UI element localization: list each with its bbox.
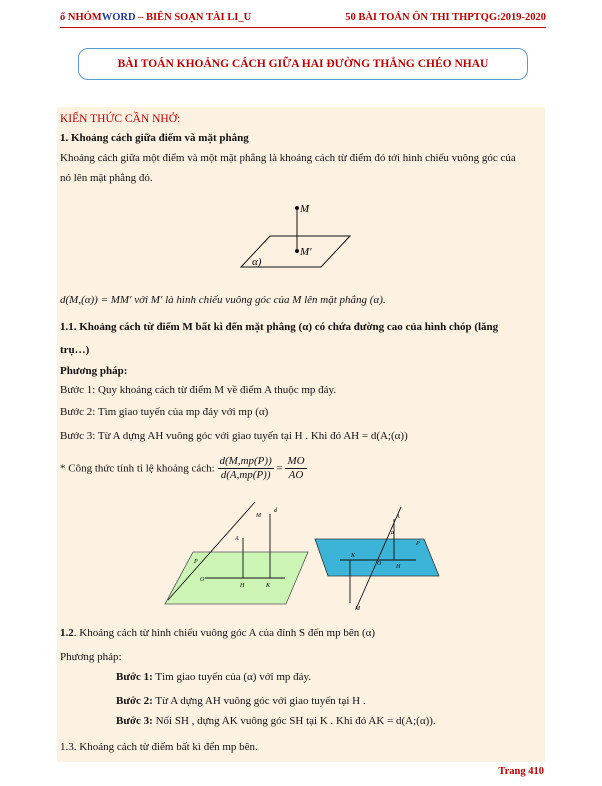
fig2-label-M: M [256, 513, 261, 519]
figure-point-plane [230, 195, 370, 275]
s1-heading: 1. Khoảng cách giữa điểm và mặt phẳng [60, 132, 249, 144]
s1-formula: d(M,(α)) = MM′ với M′ là hình chiếu vuông góc của M lên mặt phẳng (α). [60, 294, 386, 306]
label-alpha: α) [252, 256, 262, 268]
s12-step1-text: Tìm giao tuyến của (α) với mp đáy. [152, 671, 312, 683]
fig3-label-A: A [396, 514, 400, 520]
s12-method: Phương pháp: [60, 651, 122, 663]
header-right: 50 BÀI TOÁN ÔN THI THPTQG:2019-2020 [345, 12, 546, 23]
fig2-label-K: K [266, 583, 271, 589]
s1-text-2: nó lên mặt phẳng đó. [60, 172, 153, 184]
section-heading: KIẾN THỨC CẦN NHỞ: [60, 113, 181, 125]
point-M [295, 206, 299, 210]
s12-step2 [116, 694, 366, 708]
page-header [60, 12, 546, 28]
s13-heading: 1.3. Khoảng cách từ điểm bất kì đến mp bên. [60, 741, 258, 753]
header-brand-a: NHÓM [65, 12, 102, 23]
plane-P-cyan [315, 539, 439, 576]
fig3-label-K: K [351, 553, 356, 559]
fig2-label-O: O [200, 577, 205, 583]
s11-step2: Bước 2: Tìm giao tuyến của mp đáy với mp (α) [60, 406, 269, 418]
fig2-label-A: A [235, 536, 239, 542]
ratio-right-den: AO [288, 469, 304, 481]
s12-heading-num: 1.2 [60, 627, 74, 639]
s12-step1-label: Bước 1: [116, 671, 153, 683]
s11-method: Phương pháp: [60, 365, 128, 377]
header-prefix: ố [60, 12, 66, 23]
ratio-left-den: d(A,mp(P)) [220, 469, 271, 481]
page-number: Trang 410 [498, 766, 544, 777]
fig3-label-H: H [396, 564, 401, 570]
ratio-left-num: d(M,mp(P)) [219, 455, 272, 467]
s12-heading-rest: . Khoảng cách từ hình chiếu vuông góc A của đỉnh S đến mp bên (α) [73, 627, 376, 639]
ratio-right [285, 455, 306, 482]
ratio-left [218, 455, 274, 482]
s12-step3-label: Bước 3: [116, 715, 153, 727]
s12-step3-text: Nối SH , dựng AK vuông góc SH tại K . Khi đó AK = d(A;(α)). [152, 715, 436, 727]
header-rule [60, 27, 546, 28]
header-left [60, 12, 251, 23]
figure-cyan-plane [312, 505, 447, 613]
s12-step1 [116, 670, 311, 684]
fig2-label-d: d [274, 508, 277, 514]
ratio-right-num: MO [287, 455, 305, 467]
s12-step2-label: Bước 2: [116, 695, 153, 707]
fig3-label-M: M [355, 606, 360, 612]
label-Mp: M′ [300, 246, 312, 258]
label-M: M [300, 203, 310, 215]
s11-step3: Bước 3: Từ A dựng AH vuông góc với giao tuyến tại H . Khi đó AH = d(A;(α)) [60, 430, 408, 442]
ratio-label: * Công thức tính tỉ lệ khoảng cách: [60, 462, 215, 475]
fig2-label-H: H [240, 583, 245, 589]
s11-heading-1: 1.1. Khoảng cách từ điểm M bất kì đến mặt phẳng (α) có chứa đường cao của hình chóp (lăng [60, 321, 499, 333]
header-brand-b: WORD [101, 12, 136, 23]
s1-text-1: Khoảng cách giữa một điểm và một mặt phẳng là khoảng cách từ điểm đó tới hình chiếu vuông góc của [60, 152, 516, 164]
s11-heading-2: trụ…) [60, 344, 90, 356]
s12-step3 [116, 714, 436, 728]
header-rest: – BIÊN SOẠN TÀI LI_U [135, 12, 252, 23]
s12-heading [60, 626, 375, 640]
fig2-label-P: P [194, 559, 198, 565]
point-Mp [295, 249, 299, 253]
fig3-label-a: a [391, 530, 394, 536]
fig3-label-O: O [377, 561, 382, 567]
figure-green-plane [160, 500, 310, 608]
ratio-formula [60, 455, 307, 482]
title-box: BÀI TOÁN KHOẢNG CÁCH GIỮA HAI ĐƯỜNG THẲNG CHÉO NHAU [78, 48, 528, 80]
s12-step2-text: Từ A dựng AH vuông góc với giao tuyến tại H . [152, 695, 366, 707]
fig3-label-P: P [416, 541, 420, 547]
s11-step1: Bước 1: Quy khoảng cách từ điểm M về điểm A thuộc mp đáy. [60, 384, 337, 396]
ratio-eq: = [276, 462, 283, 475]
